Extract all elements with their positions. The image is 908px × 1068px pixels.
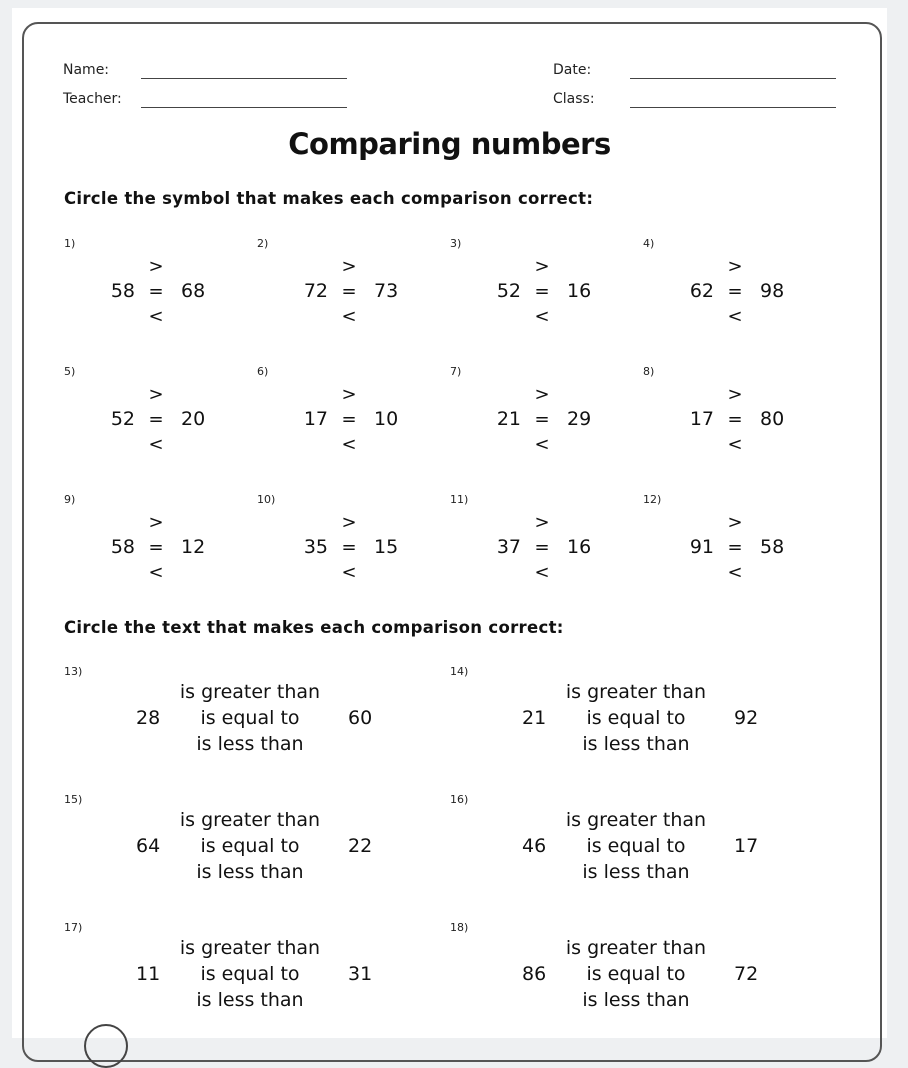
equal-symbol[interactable]: = (534, 409, 550, 430)
less-than-symbol[interactable]: < (341, 562, 357, 583)
right-number: 10 (374, 408, 399, 430)
worksheet-title: Comparing numbers (288, 127, 611, 161)
problem-number: 1) (64, 237, 76, 250)
right-number: 12 (181, 536, 206, 558)
left-number: 52 (110, 408, 135, 430)
option-equal-to[interactable]: is equal to (200, 963, 300, 985)
left-number: 91 (689, 536, 714, 558)
left-number: 86 (522, 963, 547, 985)
equal-symbol[interactable]: = (727, 409, 743, 430)
problem-number: 10) (257, 493, 276, 506)
less-than-symbol[interactable]: < (341, 434, 357, 455)
left-number: 62 (689, 280, 714, 302)
name-label: Name: (63, 62, 110, 78)
option-greater-than[interactable]: is greater than (565, 681, 707, 703)
symbol-problem (477, 384, 607, 454)
greater-than-symbol[interactable]: > (341, 256, 357, 277)
right-number: 31 (348, 963, 373, 985)
left-number: 17 (689, 408, 714, 430)
option-greater-than[interactable]: is greater than (179, 681, 321, 703)
problem-number: 16) (450, 793, 469, 806)
right-number: 72 (734, 963, 759, 985)
problem-number: 5) (64, 365, 76, 378)
teacher-field[interactable] (141, 107, 347, 108)
problem-number: 18) (450, 921, 469, 934)
class-field[interactable] (630, 107, 836, 108)
symbol-problem (91, 384, 221, 454)
less-than-symbol[interactable]: < (148, 562, 164, 583)
problem-number: 17) (64, 921, 83, 934)
left-number: 21 (522, 707, 547, 729)
right-number: 16 (567, 536, 592, 558)
right-number: 58 (760, 536, 785, 558)
problem-number: 11) (450, 493, 469, 506)
left-number: 35 (303, 536, 328, 558)
text-problem (120, 681, 400, 761)
greater-than-symbol[interactable]: > (341, 512, 357, 533)
symbol-problem (670, 512, 800, 582)
problem-number: 15) (64, 793, 83, 806)
symbol-problem (477, 256, 607, 326)
left-number: 58 (110, 536, 135, 558)
equal-symbol[interactable]: = (727, 537, 743, 558)
symbol-problem (477, 512, 607, 582)
text-problem (120, 937, 400, 1017)
text-problem (506, 937, 786, 1017)
less-than-symbol[interactable]: < (727, 306, 743, 327)
option-equal-to[interactable]: is equal to (586, 963, 686, 985)
less-than-symbol[interactable]: < (727, 434, 743, 455)
right-number: 16 (567, 280, 592, 302)
less-than-symbol[interactable]: < (341, 306, 357, 327)
right-number: 29 (567, 408, 592, 430)
equal-symbol[interactable]: = (148, 537, 164, 558)
symbol-problem (284, 512, 414, 582)
equal-symbol[interactable]: = (341, 281, 357, 302)
option-less-than[interactable]: is less than (582, 733, 690, 755)
greater-than-symbol[interactable]: > (727, 384, 743, 405)
greater-than-symbol[interactable]: > (148, 256, 164, 277)
option-greater-than[interactable]: is greater than (179, 937, 321, 959)
equal-symbol[interactable]: = (534, 537, 550, 558)
right-number: 60 (348, 707, 373, 729)
greater-than-symbol[interactable]: > (534, 256, 550, 277)
right-number: 92 (734, 707, 759, 729)
left-number: 64 (136, 835, 161, 857)
left-number: 17 (303, 408, 328, 430)
greater-than-symbol[interactable]: > (534, 512, 550, 533)
symbol-problem (284, 384, 414, 454)
option-less-than[interactable]: is less than (582, 861, 690, 883)
right-number: 15 (374, 536, 399, 558)
right-number: 17 (734, 835, 759, 857)
less-than-symbol[interactable]: < (148, 306, 164, 327)
left-number: 21 (496, 408, 521, 430)
symbol-problem (284, 256, 414, 326)
problem-number: 4) (643, 237, 655, 250)
left-number: 72 (303, 280, 328, 302)
greater-than-symbol[interactable]: > (148, 512, 164, 533)
text-problem (506, 681, 786, 761)
greater-than-symbol[interactable]: > (727, 256, 743, 277)
problem-number: 2) (257, 237, 269, 250)
teacher-label: Teacher: (63, 91, 122, 107)
greater-than-symbol[interactable]: > (341, 384, 357, 405)
less-than-symbol[interactable]: < (727, 562, 743, 583)
section1-instruction: Circle the symbol that makes each comparison correct: (64, 189, 594, 208)
right-number: 20 (181, 408, 206, 430)
class-label: Class: (553, 91, 595, 107)
left-number: 28 (136, 707, 161, 729)
right-number: 22 (348, 835, 373, 857)
less-than-symbol[interactable]: < (148, 434, 164, 455)
date-label: Date: (553, 62, 592, 78)
problem-number: 14) (450, 665, 469, 678)
problem-number: 7) (450, 365, 462, 378)
option-equal-to[interactable]: is equal to (200, 835, 300, 857)
option-equal-to[interactable]: is equal to (586, 707, 686, 729)
less-than-symbol[interactable]: < (534, 562, 550, 583)
equal-symbol[interactable]: = (341, 409, 357, 430)
date-field[interactable] (630, 78, 836, 79)
right-number: 73 (374, 280, 399, 302)
option-less-than[interactable]: is less than (196, 861, 304, 883)
symbol-problem (91, 512, 221, 582)
equal-symbol[interactable]: = (534, 281, 550, 302)
option-less-than[interactable]: is less than (196, 733, 304, 755)
option-greater-than[interactable]: is greater than (179, 809, 321, 831)
text-problem (506, 809, 786, 889)
less-than-symbol[interactable]: < (534, 306, 550, 327)
name-field[interactable] (141, 78, 347, 79)
left-number: 46 (522, 835, 547, 857)
left-number: 11 (136, 963, 161, 985)
worksheet-page (12, 8, 887, 1038)
equal-symbol[interactable]: = (341, 537, 357, 558)
decorative-circle (84, 1024, 128, 1068)
left-number: 52 (496, 280, 521, 302)
greater-than-symbol[interactable]: > (148, 384, 164, 405)
option-greater-than[interactable]: is greater than (565, 809, 707, 831)
greater-than-symbol[interactable]: > (727, 512, 743, 533)
option-equal-to[interactable]: is equal to (586, 835, 686, 857)
section2-instruction: Circle the text that makes each comparison correct: (64, 618, 564, 637)
problem-number: 3) (450, 237, 462, 250)
symbol-problem (670, 384, 800, 454)
greater-than-symbol[interactable]: > (534, 384, 550, 405)
option-equal-to[interactable]: is equal to (200, 707, 300, 729)
equal-symbol[interactable]: = (148, 281, 164, 302)
option-less-than[interactable]: is less than (582, 989, 690, 1011)
problem-number: 13) (64, 665, 83, 678)
less-than-symbol[interactable]: < (534, 434, 550, 455)
option-less-than[interactable]: is less than (196, 989, 304, 1011)
problem-number: 8) (643, 365, 655, 378)
right-number: 98 (760, 280, 785, 302)
symbol-problem (91, 256, 221, 326)
equal-symbol[interactable]: = (148, 409, 164, 430)
left-number: 58 (110, 280, 135, 302)
left-number: 37 (496, 536, 521, 558)
text-problem (120, 809, 400, 889)
equal-symbol[interactable]: = (727, 281, 743, 302)
problem-number: 9) (64, 493, 76, 506)
symbol-problem (670, 256, 800, 326)
right-number: 80 (760, 408, 785, 430)
right-number: 68 (181, 280, 206, 302)
problem-number: 12) (643, 493, 662, 506)
option-greater-than[interactable]: is greater than (565, 937, 707, 959)
problem-number: 6) (257, 365, 269, 378)
